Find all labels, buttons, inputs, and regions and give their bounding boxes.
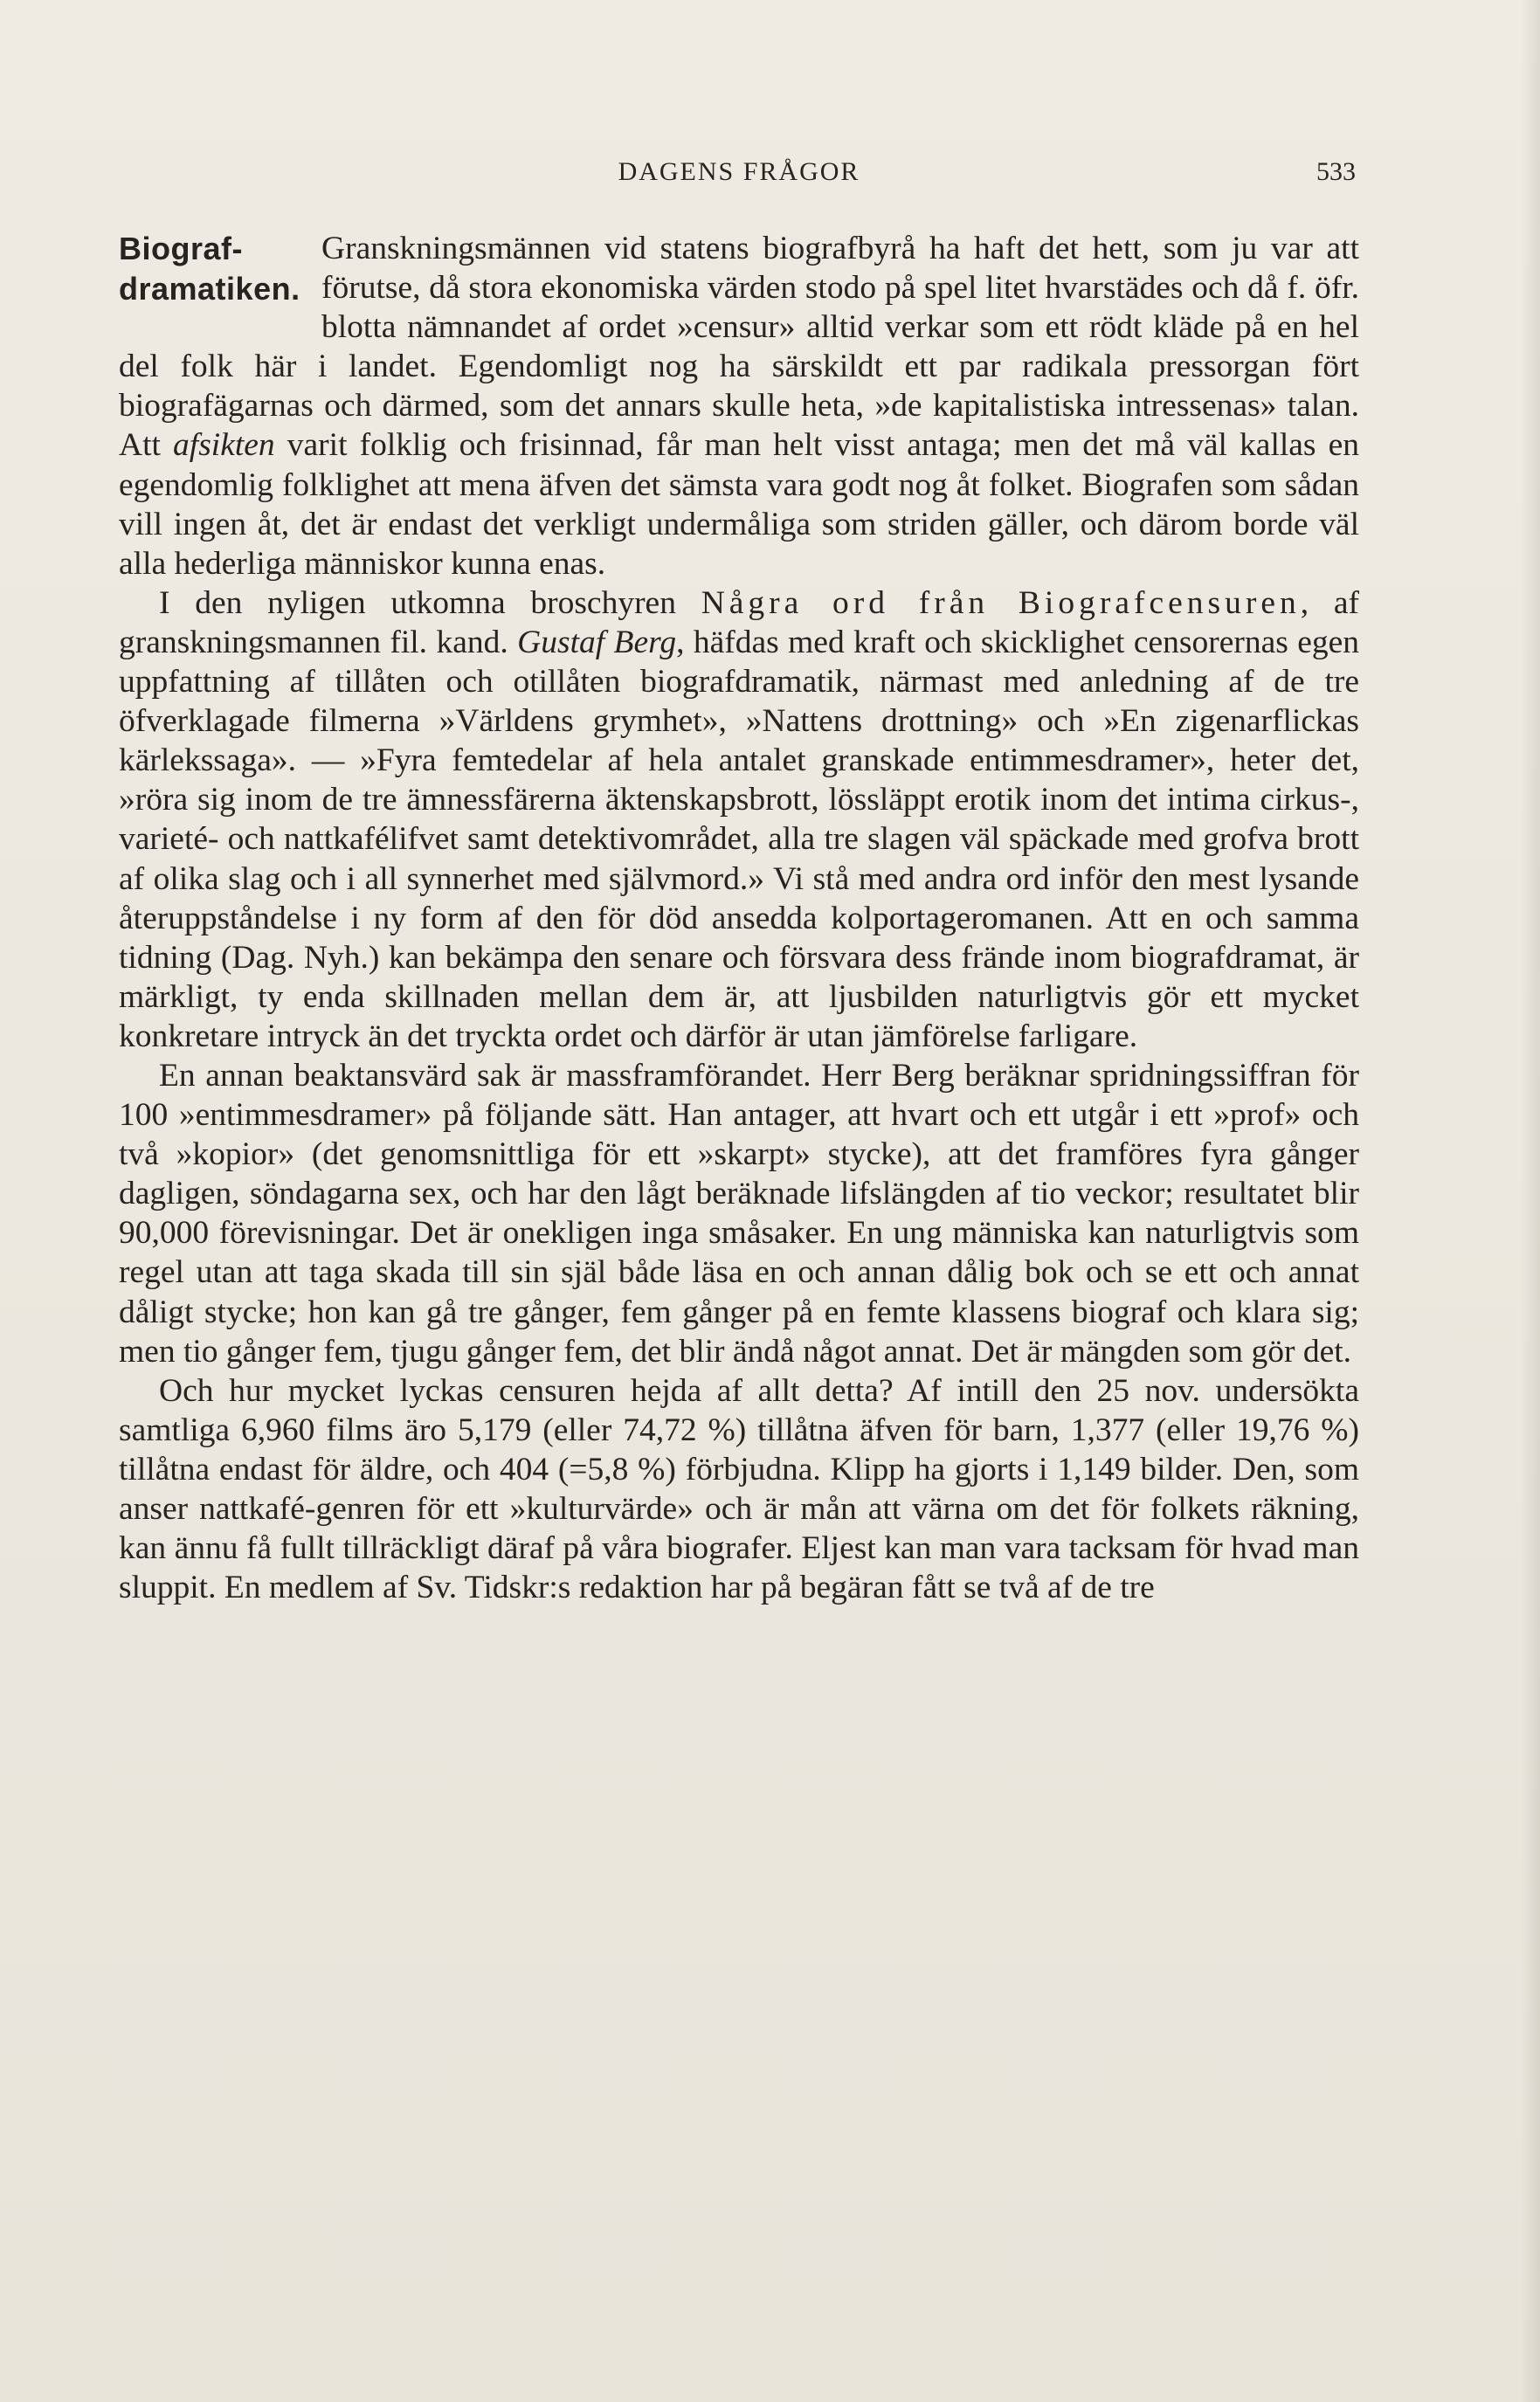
- section-label-line-1: Biograf-: [119, 231, 243, 266]
- paragraph-3: En annan beaktansvärd sak är massframförandet. Herr Berg beräknar spridningssiffran för 100 »entimmesdramer» på följande sätt. Han antager, att hvart och ett utgår i ett »prof» och två »kopior» (det genomsnittliga för ett »skarpt» stycke), att det framföres fyra gånger dagligen, söndagarna sex, och har den lågt beräknade lifslängden af tio veckor; resultatet blir 90,000 förevisningar. Det är onekligen inga småsaker. En ung människa kan naturligtvis som regel utan att taga skada till sin själ både läsa en och annan dålig bok och se ett och annat dåligt stycke; hon kan gå tre gånger, fem gånger på en femte klassens biograf och klara sig; men tio gånger fem, tjugu gånger fem, det blir ändå något annat. Det är mängden som gör det.: [119, 1057, 1359, 1370]
- section-label-line-2: dramatiken.: [119, 271, 300, 307]
- page-number: 533: [1316, 157, 1356, 186]
- paragraph-2-intro: I den nyligen utkomna broschyren: [159, 584, 701, 621]
- brochure-title: Några ord från Biografcensuren: [701, 584, 1301, 621]
- page-header: [119, 157, 1359, 206]
- page-edge-shadow: [1521, 0, 1540, 2402]
- article-body: [119, 229, 1359, 1607]
- author-name: Gustaf Berg: [517, 624, 677, 660]
- paragraph-2-rest: , häfdas med kraft och skicklighet censorernas egen uppfattning af tillåten och otillåten biografdramatik, närmast med anledning af de tre öfverklagade filmerna »Världens grymhet», »Nattens drottning» och »En zigenarflickas kärlekssaga». — »Fyra femtedelar af hela antalet granskade entimmesdramer», heter det, »röra sig inom de tre ämnessfärerna äktenskapsbrott, lössläppt erotik inom det intima cirkus-, varieté- och nattkafélifvet samt detektivområdet, alla tre slagen väl späckade med grofva brott af olika slag och i all synnerhet med självmord.» Vi stå med andra ord inför den mest lysande återuppståndelse i ny form af den för död ansedda kolportageromanen. Att en och samma tidning (Dag. Nyh.) kan bekämpa den senare och försvara dess frände inom biografdramat, är märkligt, ty enda skillnaden mellan dem är, att ljusbilden naturligtvis gör ett mycket konkretare intryck än det tryckta ordet och därför är utan jämförelse farligare.: [119, 624, 1360, 1054]
- section-label: [119, 229, 309, 309]
- paragraph-1-text-continued: varit folklig och frisinnad, får man helt visst antaga; men det må väl kallas en egendomlig folklighet att mena äfven det sämsta vara godt nog åt folket. Biografen som sådan vill ingen åt, det är endast det verkligt undermåliga som striden gäller, och därom borde väl alla hederliga människor kunna enas.: [119, 427, 1360, 582]
- running-title: DAGENS FRÅGOR: [618, 157, 860, 186]
- paragraph-2-between: , af granskningsmannen fil. kand.: [119, 584, 1359, 660]
- italic-afsikten: afsikten: [173, 427, 275, 464]
- paragraph-2: [119, 583, 1359, 1056]
- paragraph-1-text: Granskningsmännen vid statens biografbyrå ha haft det hett, som ju var att förutse, då stora ekonomiska värden stodo på spel litet hvarstädes och då f. öfr. blotta nämnandet af ordet »censur» alltid verkar som ett rödt kläde på en hel del folk här i landet. Egendomligt nog ha särskildt ett par radikala pressorgan fört biografägarnas och därmed, som det annars skulle heta, »de kapitalistiska intressenas» talan. Att: [119, 231, 1359, 464]
- paragraph-4: Och hur mycket lyckas censuren hejda af allt detta? Af intill den 25 nov. undersökta samtliga 6,960 films äro 5,179 (eller 74,72 %) tillåtna äfven för barn, 1,377 (eller 19,76 %) tillåtna endast för äldre, och 404 (=5,8 %) förbjudna. Klipp ha gjorts i 1,149 bilder. Den, som anser nattkafé-genren för ett »kulturvärde» och är mån att värna om det för folkets räkning, kan ännu få fullt tillräckligt däraf på våra biografer. Eljest kan man vara tacksam för hvad man sluppit. En medlem af Sv. Tidskr:s redaktion har på begäran fått se två af de tre: [119, 1372, 1359, 1606]
